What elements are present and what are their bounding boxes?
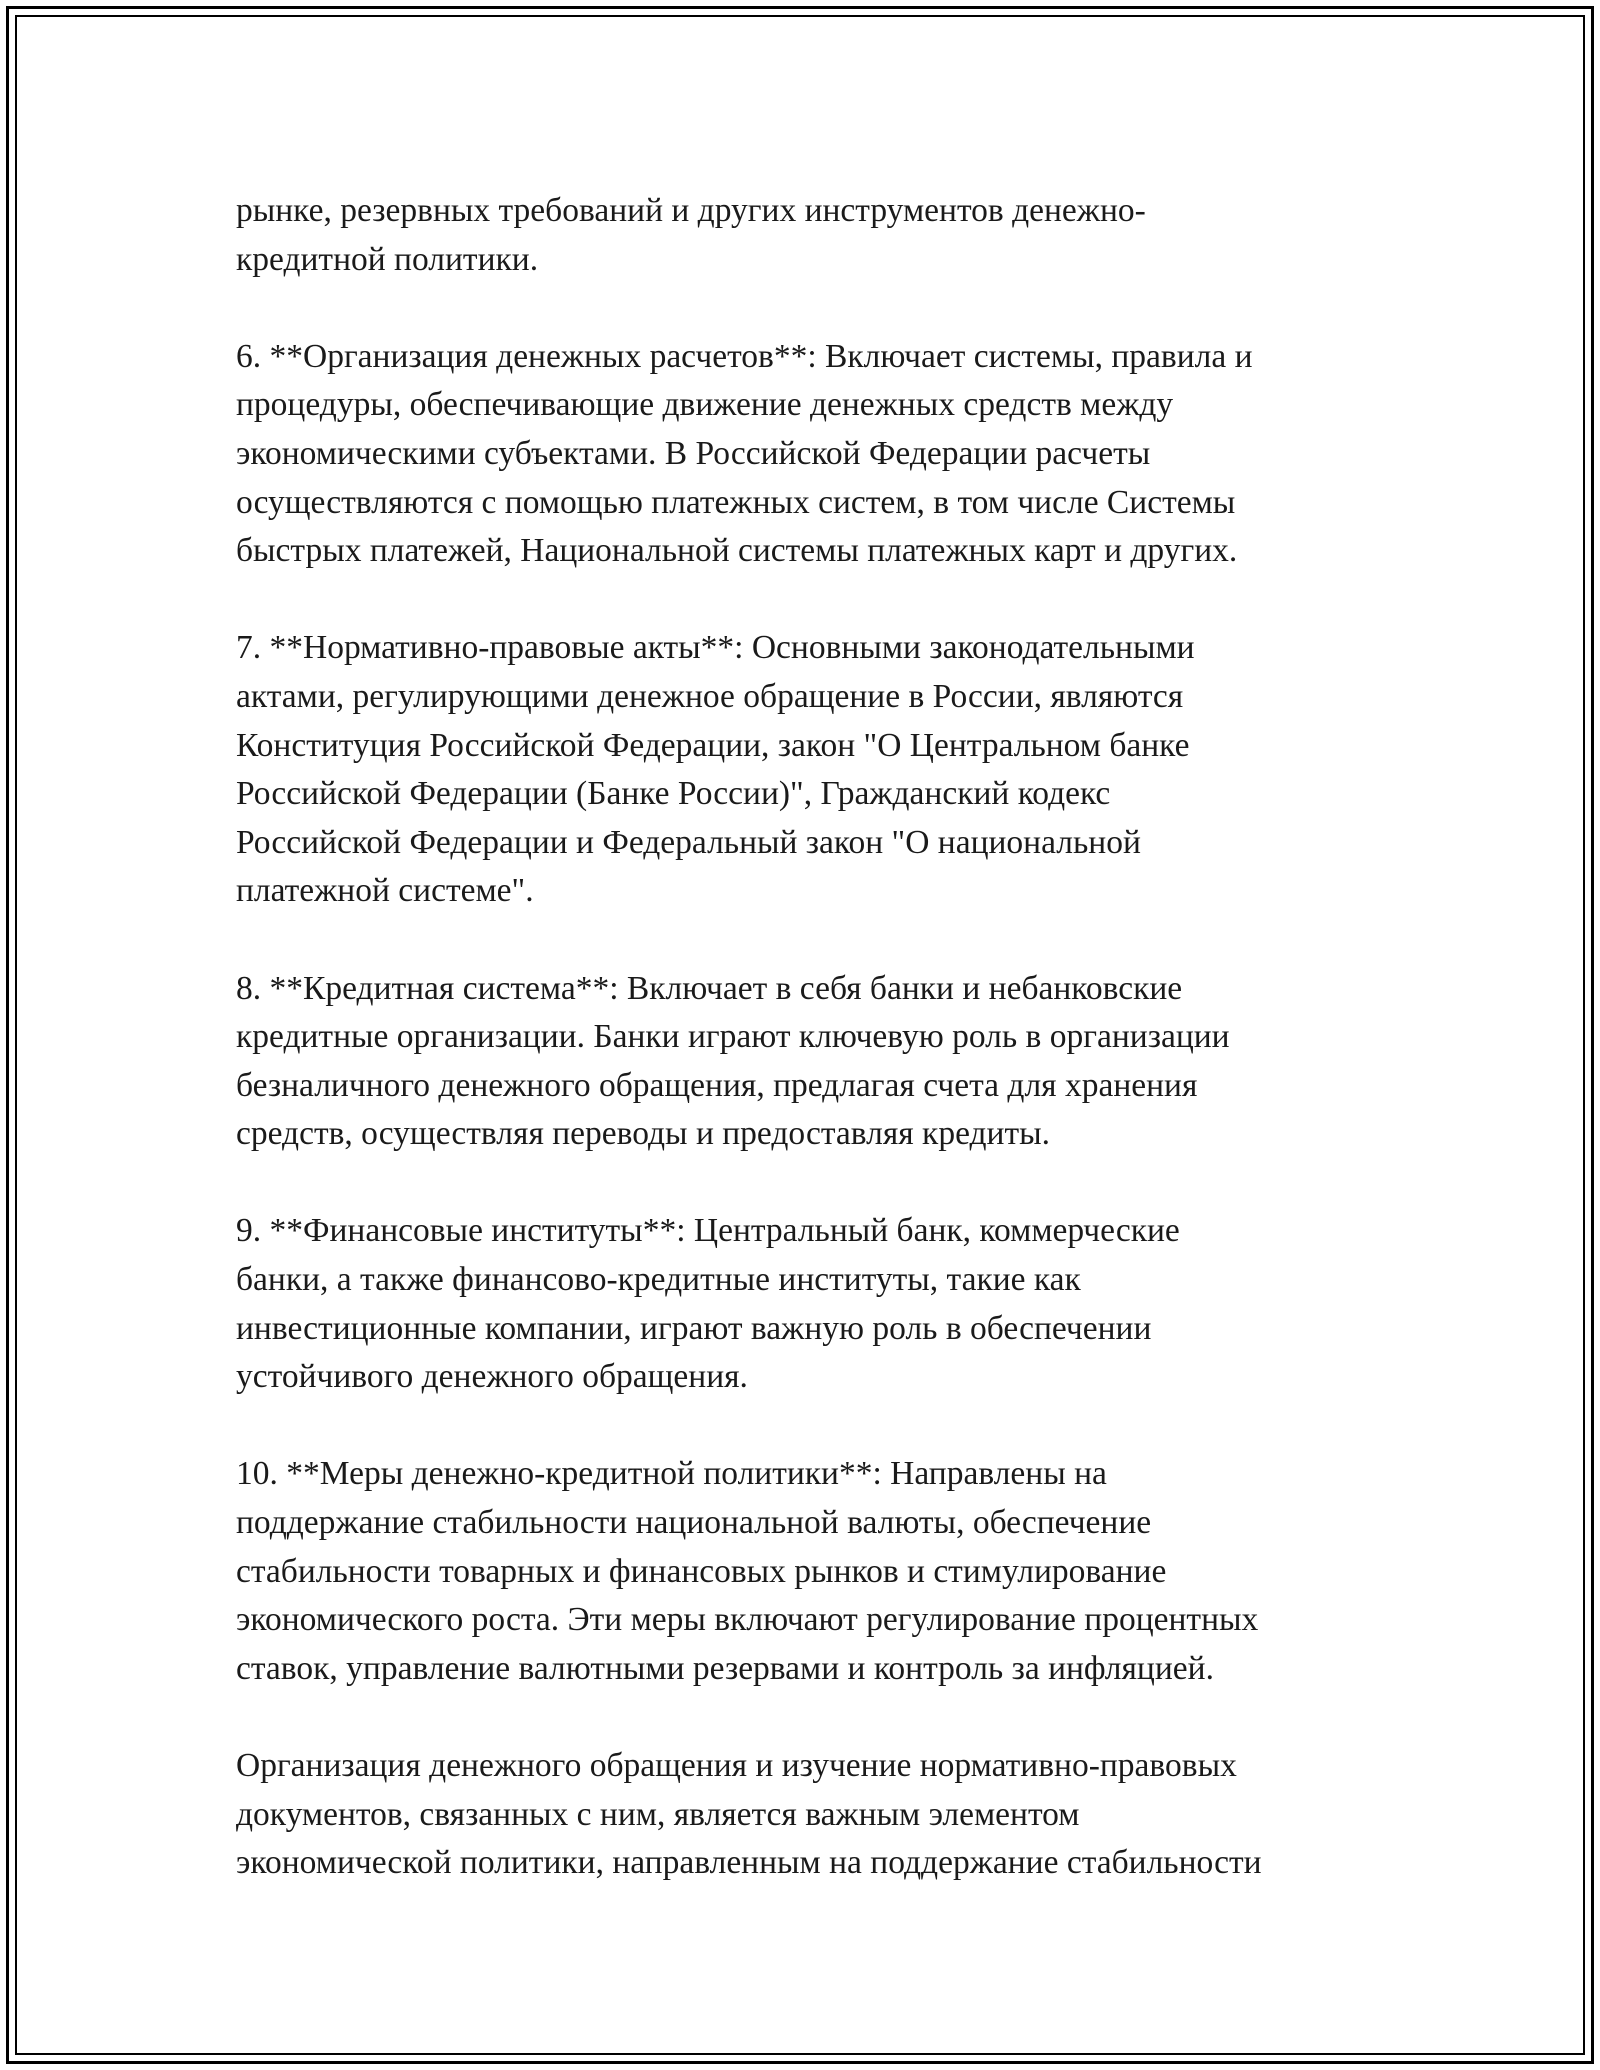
- text-line: 8. **Кредитная система**: Включает в себя банки и небанковские: [236, 969, 1183, 1007]
- text-line: экономического роста. Эти меры включают регулирование процентных: [236, 1601, 1259, 1639]
- text-line: банки, а также финансово-кредитные институты, такие как: [236, 1261, 1081, 1299]
- text-line: актами, регулирующими денежное обращение в России, являются: [236, 677, 1184, 715]
- text-line: Российской Федерации (Банке России)", Гражданский кодекс: [236, 775, 1111, 813]
- text-line: 9. **Финансовые институты**: Центральный банк, коммерческие: [236, 1212, 1180, 1250]
- text-line: устойчивого денежного обращения.: [236, 1358, 748, 1396]
- paragraph-item-7: [236, 624, 1396, 916]
- text-line: ставок, управление валютными резервами и контроль за инфляцией.: [236, 1649, 1214, 1687]
- paragraph-item-8: [236, 965, 1396, 1159]
- document-body: [236, 187, 1396, 1936]
- text-line: экономическими субъектами. В Российской Федерации расчеты: [236, 434, 1151, 472]
- text-line: средств, осуществляя переводы и предоставляя кредиты.: [236, 1115, 1050, 1153]
- paragraph-conclusion: [236, 1742, 1396, 1888]
- paragraph-item-6: [236, 333, 1396, 576]
- text-line: платежной системе".: [236, 872, 534, 910]
- text-line: Конституция Российской Федерации, закон "О Центральном банке: [236, 726, 1190, 764]
- text-line: осуществляются с помощью платежных систем, в том числе Системы: [236, 483, 1236, 521]
- text-line: документов, связанных с ним, является важным элементом: [236, 1795, 1080, 1833]
- paragraph-item-10: [236, 1450, 1396, 1693]
- text-line: стабильности товарных и финансовых рынков и стимулирование: [236, 1552, 1167, 1590]
- paragraph-continuation: [236, 187, 1396, 284]
- text-line: рынке, резервных требований и других инструментов денежно-: [236, 192, 1146, 229]
- text-line: безналичного денежного обращения, предлагая счета для хранения: [236, 1066, 1198, 1104]
- text-line: кредитной политики.: [236, 240, 539, 278]
- text-line: экономической политики, направленным на поддержание стабильности: [236, 1844, 1262, 1882]
- text-line: кредитные организации. Банки играют ключевую роль в организации: [236, 1018, 1230, 1056]
- text-line: 10. **Меры денежно-кредитной политики**: Направлены на: [236, 1455, 1107, 1493]
- text-line: 6. **Организация денежных расчетов**: Включает системы, правила и: [236, 337, 1253, 375]
- text-line: 7. **Нормативно-правовые акты**: Основными законодательными: [236, 629, 1195, 667]
- text-line: Российской Федерации и Федеральный закон "О национальной: [236, 823, 1141, 861]
- text-line: поддержание стабильности национальной валюты, обеспечение: [236, 1504, 1152, 1542]
- text-line: Организация денежного обращения и изучение нормативно-правовых: [236, 1747, 1237, 1784]
- text-line: инвестиционные компании, играют важную роль в обеспечении: [236, 1309, 1152, 1347]
- paragraph-item-9: [236, 1207, 1396, 1401]
- text-line: процедуры, обеспечивающие движение денежных средств между: [236, 386, 1174, 424]
- text-line: быстрых платежей, Национальной системы платежных карт и других.: [236, 532, 1238, 570]
